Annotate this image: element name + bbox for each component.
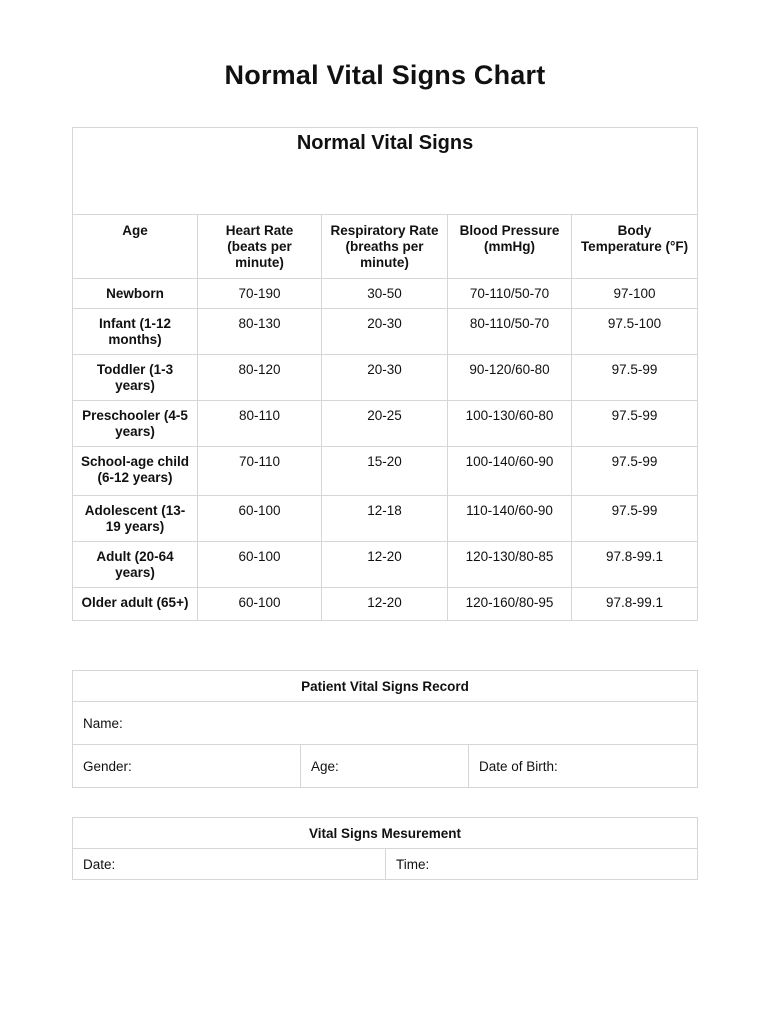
table-row	[73, 401, 698, 447]
table-row	[73, 309, 698, 355]
respiratory-rate-cell: 30-50	[322, 279, 448, 309]
blood-pressure-cell: 100-130/60-80	[448, 401, 572, 447]
table-row	[73, 496, 698, 542]
column-header-heart-rate: Heart Rate (beats per minute)	[198, 215, 322, 279]
heart-rate-cell: 60-100	[198, 496, 322, 542]
age-cell: Adult (20-64 years)	[73, 542, 198, 588]
respiratory-rate-cell: 20-25	[322, 401, 448, 447]
body-temperature-cell: 97.5-99	[572, 355, 698, 401]
blood-pressure-cell: 110-140/60-90	[448, 496, 572, 542]
column-header-respiratory-rate: Respiratory Rate (breaths per minute)	[322, 215, 448, 279]
column-header-body-temperature: Body Temperature (°F)	[572, 215, 698, 279]
measurement-record-title: Vital Signs Mesurement	[73, 818, 698, 849]
table-row	[73, 542, 698, 588]
age-cell: Older adult (65+)	[73, 588, 198, 621]
measurement-record-table	[72, 817, 698, 880]
heart-rate-cell: 60-100	[198, 588, 322, 621]
respiratory-rate-cell: 20-30	[322, 309, 448, 355]
body-temperature-cell: 97-100	[572, 279, 698, 309]
heart-rate-cell: 80-130	[198, 309, 322, 355]
respiratory-rate-cell: 20-30	[322, 355, 448, 401]
table-row	[73, 355, 698, 401]
respiratory-rate-cell: 12-20	[322, 588, 448, 621]
name-field[interactable]: Name:	[73, 702, 698, 745]
body-temperature-cell: 97.5-99	[572, 447, 698, 496]
table-header-row	[73, 215, 698, 279]
date-of-birth-field[interactable]: Date of Birth:	[469, 745, 698, 788]
patient-record-table	[72, 670, 698, 788]
table-row	[73, 279, 698, 309]
table-caption-row	[73, 128, 698, 215]
heart-rate-cell: 80-120	[198, 355, 322, 401]
age-cell: Newborn	[73, 279, 198, 309]
vital-signs-table	[72, 127, 698, 621]
patient-record-title: Patient Vital Signs Record	[73, 671, 698, 702]
body-temperature-cell: 97.5-99	[572, 496, 698, 542]
column-header-age: Age	[73, 215, 198, 279]
age-cell: School-age child (6-12 years)	[73, 447, 198, 496]
heart-rate-cell: 60-100	[198, 542, 322, 588]
date-field[interactable]: Date:	[73, 849, 386, 880]
body-temperature-cell: 97.5-99	[572, 401, 698, 447]
heart-rate-cell: 70-190	[198, 279, 322, 309]
gender-field[interactable]: Gender:	[73, 745, 301, 788]
respiratory-rate-cell: 12-18	[322, 496, 448, 542]
age-cell: Infant (1-12 months)	[73, 309, 198, 355]
age-field[interactable]: Age:	[301, 745, 469, 788]
body-temperature-cell: 97.5-100	[572, 309, 698, 355]
heart-rate-cell: 80-110	[198, 401, 322, 447]
blood-pressure-cell: 120-130/80-85	[448, 542, 572, 588]
column-header-blood-pressure: Blood Pressure (mmHg)	[448, 215, 572, 279]
table-caption: Normal Vital Signs	[73, 128, 698, 215]
heart-rate-cell: 70-110	[198, 447, 322, 496]
blood-pressure-cell: 120-160/80-95	[448, 588, 572, 621]
body-temperature-cell: 97.8-99.1	[572, 588, 698, 621]
page-title: Normal Vital Signs Chart	[224, 60, 546, 90]
table-row	[73, 588, 698, 621]
blood-pressure-cell: 80-110/50-70	[448, 309, 572, 355]
body-temperature-cell: 97.8-99.1	[572, 542, 698, 588]
respiratory-rate-cell: 12-20	[322, 542, 448, 588]
age-cell: Preschooler (4-5 years)	[73, 401, 198, 447]
blood-pressure-cell: 100-140/60-90	[448, 447, 572, 496]
table-row	[73, 447, 698, 496]
blood-pressure-cell: 90-120/60-80	[448, 355, 572, 401]
age-cell: Toddler (1-3 years)	[73, 355, 198, 401]
respiratory-rate-cell: 15-20	[322, 447, 448, 496]
age-cell: Adolescent (13-19 years)	[73, 496, 198, 542]
blood-pressure-cell: 70-110/50-70	[448, 279, 572, 309]
time-field[interactable]: Time:	[386, 849, 698, 880]
